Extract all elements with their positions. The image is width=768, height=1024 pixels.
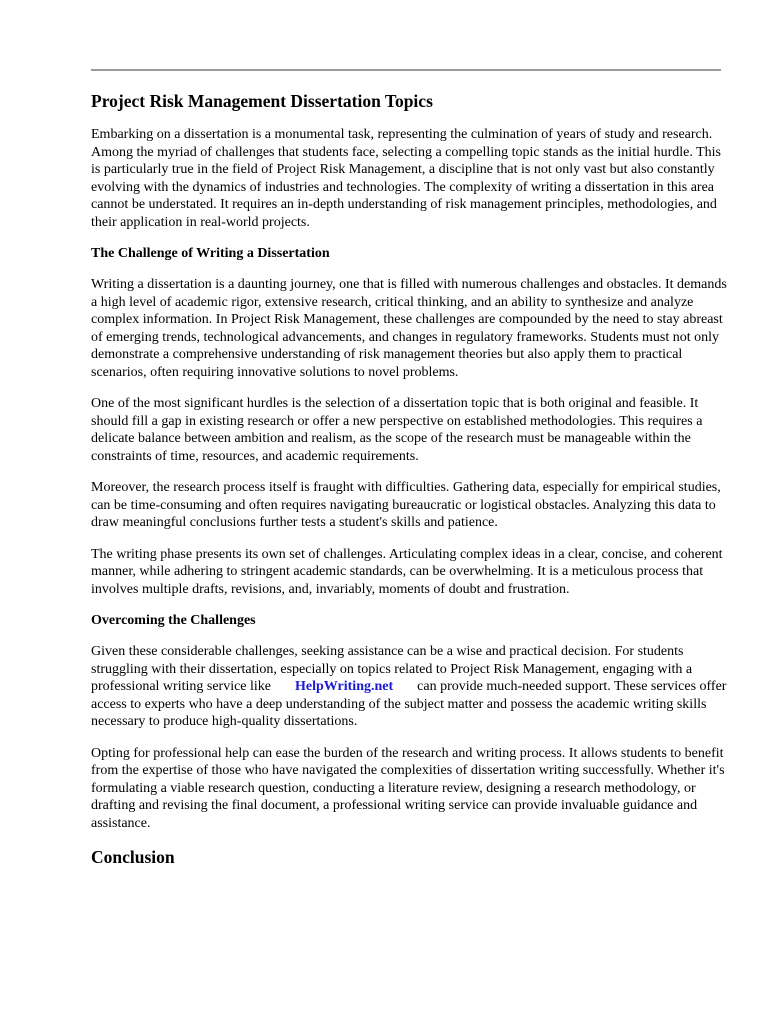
overcoming-text-before-link: Given these considerable challenges, seeking assistance can be a wise and practical decision. For students struggling with their dissertation, especially on topics related to Project Risk Management, engaging with a professional writing service like bbox=[91, 644, 693, 694]
overcoming-paragraph-2: Opting for professional help can ease the burden of the research and writing process. It allows students to benefit from the expertise of those who have navigated the complexities of dissertation writing successfully. Whether it's formulating a viable research question, conducting a literature review, designing a research methodology, or drafting and revising the final document, a professional writing service can provide invaluable guidance and assistance. bbox=[91, 745, 725, 831]
conclusion-heading: Conclusion bbox=[91, 847, 175, 867]
overcoming-paragraph-1 bbox=[91, 643, 731, 731]
document-body bbox=[91, 90, 731, 868]
challenge-paragraph-4: The writing phase presents its own set of challenges. Articulating complex ideas in a clear, concise, and coherent manner, while adhering to stringent academic standards, can be overwhelming. It is a meticulous process that involves multiple drafts, revisions, and, invariably, moments of doubt and frustration. bbox=[91, 546, 723, 597]
section-heading-challenge: The Challenge of Writing a Dissertation bbox=[91, 246, 330, 261]
overcoming-text-after-link: can provide much-needed support. These services offer access to experts who have a deep understanding of the subject matter and possess the academic writing skills necessary to produce high-quality dissertations. bbox=[91, 679, 727, 729]
challenge-paragraph-3: Moreover, the research process itself is fraught with difficulties. Gathering data, especially for empirical studies, can be time-consuming and often requires navigating bureaucratic or logistical obstacles. Analyzing this data to draw meaningful conclusions further tests a student's skills and patience. bbox=[91, 480, 721, 530]
helpwriting-link[interactable]: HelpWriting.net bbox=[295, 679, 394, 694]
challenge-paragraph-1: Writing a dissertation is a daunting journey, one that is filled with numerous challenges and obstacles. It demands a high level of academic rigor, extensive research, critical thinking, and an ability to synthesize and analyze complex information. In Project Risk Management, these challenges are compounded by the need to stay abreast of emerging trends, technological advancements, and changes in regulatory frameworks. Students must not only demonstrate a comprehensive understanding of risk management theories but also apply them to practical scenarios, often requiring innovative solutions to novel problems. bbox=[91, 277, 727, 380]
page-title: Project Risk Management Dissertation Topics bbox=[91, 91, 433, 111]
intro-paragraph: Embarking on a dissertation is a monumental task, representing the culmination of years of study and research. Among the myriad of challenges that students face, selecting a compelling topic stands as the initial hurdle. This is particularly true in the field of Project Risk Management, a discipline that is not only vast but also constantly evolving with the dynamics of industries and technologies. The complexity of writing a dissertation in this area cannot be understated. It requires an in-depth understanding of risk management principles, methodologies, and their application in real-world projects. bbox=[91, 127, 721, 230]
section-heading-overcoming: Overcoming the Challenges bbox=[91, 613, 256, 628]
horizontal-rule bbox=[91, 69, 721, 71]
challenge-paragraph-2: One of the most significant hurdles is the selection of a dissertation topic that is both original and feasible. It should fill a gap in existing research or offer a new perspective on established methodologies. This requires a delicate balance between ambition and realism, as the scope of the research must be manageable within the constraints of time, resources, and academic requirements. bbox=[91, 396, 703, 464]
